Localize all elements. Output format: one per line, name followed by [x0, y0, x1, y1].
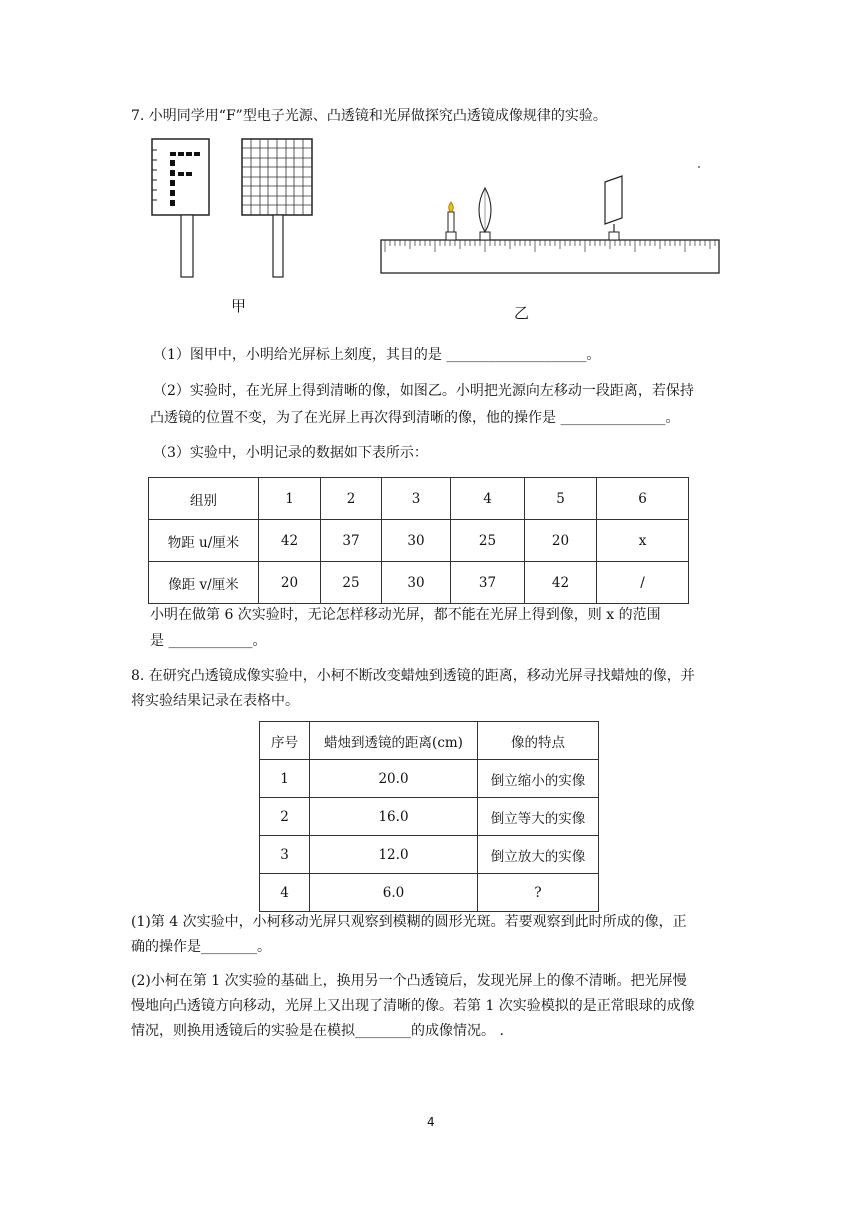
- q7-part3: （3）实验中，小明记录的数据如下表所示：: [153, 445, 428, 461]
- table-cell: 倒立缩小的实像: [478, 760, 599, 798]
- q7-after-line1: 小明在做第 6 次实验时，无论怎样移动光屏，都不能在光屏上得到像，则 x 的范围: [150, 607, 661, 623]
- table-cell: 25: [321, 562, 382, 604]
- table-cell: 30: [382, 562, 451, 604]
- q7-title: 7. 小明同学用“F”型电子光源、凸透镜和光屏做探究凸透镜成像规律的实验。: [131, 108, 607, 124]
- q8-data-table: [259, 721, 599, 912]
- table-cell: 像的特点: [478, 722, 599, 760]
- table-row: [260, 798, 599, 836]
- table-cell: 3: [382, 478, 451, 520]
- page-number: 4: [427, 1115, 435, 1129]
- figure-label-jia: 甲: [231, 297, 247, 315]
- table-row: [149, 478, 689, 520]
- table-cell: 2: [260, 798, 310, 836]
- figure-yi: [376, 150, 726, 280]
- table-cell: 1: [260, 760, 310, 798]
- table-cell: 5: [525, 478, 597, 520]
- q7-part2-line2: 凸透镜的位置不变，为了在光屏上再次得到清晰的像，他的操作是 _______________。: [150, 410, 680, 426]
- table-row: [260, 722, 599, 760]
- table-cell: 42: [259, 520, 321, 562]
- table-cell: 6.0: [310, 874, 478, 912]
- table-cell: 20: [259, 562, 321, 604]
- q7-part2-line1: （2）实验时，在光屏上得到清晰的像，如图乙。小明把光源向左移动一段距离，若保持: [153, 383, 694, 399]
- figure-label-yi: 乙: [514, 304, 530, 322]
- table-cell: 6: [597, 478, 689, 520]
- q8-part2-line2: 慢地向凸透镜方向移动，光屏上又出现了清晰的像。若第 1 次实验模拟的是正常眼球的成像: [131, 998, 695, 1014]
- table-cell: /: [597, 562, 689, 604]
- table-cell: 4: [260, 874, 310, 912]
- table-row: [149, 520, 689, 562]
- figure-jia: [140, 130, 340, 290]
- q7-part1: （1）图甲中，小明给光屏标上刻度，其目的是 ____________________。: [153, 347, 601, 363]
- q7-after-line2: 是 ____________。: [150, 633, 267, 649]
- table-cell: 3: [260, 836, 310, 874]
- table-cell: 物距 u/厘米: [149, 520, 259, 562]
- table-cell: x: [597, 520, 689, 562]
- q8-part1-line1: (1)第 4 次实验中，小柯移动光屏只观察到模糊的圆形光斑。若要观察到此时所成的像，正: [131, 914, 687, 930]
- q8-part2-line1: (2)小柯在第 1 次实验的基础上，换用另一个凸透镜后，发现光屏上的像不清晰。把光屏慢: [131, 973, 687, 989]
- table-cell: 20.0: [310, 760, 478, 798]
- table-cell: 1: [259, 478, 321, 520]
- table-cell: 42: [525, 562, 597, 604]
- table-cell: 组别: [149, 478, 259, 520]
- table-cell: 蜡烛到透镜的距离(cm): [310, 722, 478, 760]
- table-cell: ?: [478, 874, 599, 912]
- table-cell: 2: [321, 478, 382, 520]
- table-cell: 16.0: [310, 798, 478, 836]
- q7-data-table: [148, 477, 689, 604]
- table-row: [260, 760, 599, 798]
- table-cell: 12.0: [310, 836, 478, 874]
- table-cell: 像距 v/厘米: [149, 562, 259, 604]
- table-row: [260, 874, 599, 912]
- table-cell: 30: [382, 520, 451, 562]
- q8-part1-line2: 确的操作是________。: [131, 939, 271, 955]
- q8-line2: 将实验结果记录在表格中。: [131, 693, 299, 709]
- table-row: [260, 836, 599, 874]
- table-cell: 37: [451, 562, 525, 604]
- table-cell: 4: [451, 478, 525, 520]
- table-cell: 倒立放大的实像: [478, 836, 599, 874]
- table-cell: 25: [451, 520, 525, 562]
- table-cell: 20: [525, 520, 597, 562]
- table-cell: 37: [321, 520, 382, 562]
- table-cell: 倒立等大的实像: [478, 798, 599, 836]
- q8-line1: 8. 在研究凸透镜成像实验中，小柯不断改变蜡烛到透镜的距离，移动光屏寻找蜡烛的像，并: [131, 668, 695, 684]
- table-row: [149, 562, 689, 604]
- q8-part2-line3: 情况，则换用透镜后的实验是在模拟________的成像情况。 .: [131, 1023, 504, 1039]
- table-cell: 序号: [260, 722, 310, 760]
